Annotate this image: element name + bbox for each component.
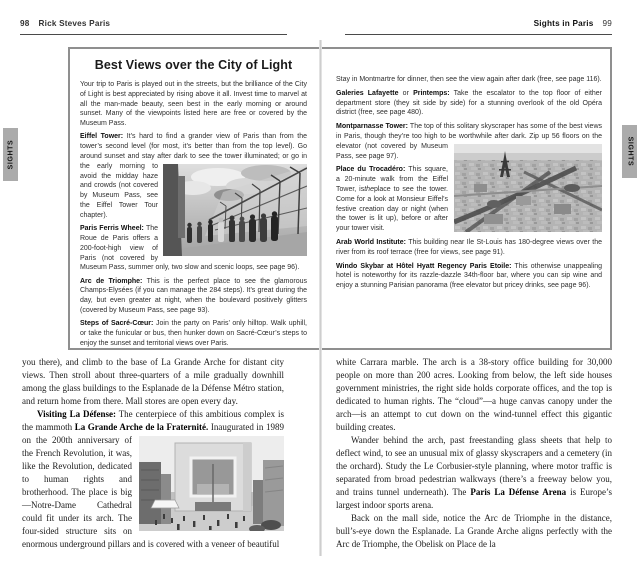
entry-label: Place du Trocadéro: (336, 166, 406, 174)
left-page-number: 98 (20, 19, 30, 28)
body-text: Wander behind the arch, past freestanding glass sheets that help to deflect wind, to see an unusual mix of glassy skyscrapers and a cemetery (in the orchard). Study the Le Corbusier-style planning, where motor traffic is separated from broad pedestrian walkways (there’s a freeway below you, and trains tunnel underneath). The (336, 435, 612, 497)
entry-label: Paris Ferris Wheel: (80, 225, 144, 233)
entry-text: This otherwise unappealing hotel is noteworthy for its razzle-dazzle 34th-floor bar, where you can sip wine and enjoy a stunning Parisian panorama (free elevator but pricey drinks, see page 96). (336, 262, 602, 290)
entry-text: This square, a 20-minute walk from the Eiffel Tower, is (336, 166, 448, 193)
entry-montparnasse-tower (336, 122, 602, 161)
sidebar-continuation-paragraph: Stay in Montmartre for dinner, then see the view again after dark (free, see page 116). (336, 76, 602, 83)
sidebar-left-column (80, 54, 307, 352)
entry-windo-skybar (336, 262, 602, 291)
left-page-header (20, 19, 287, 35)
page-gutter (319, 40, 322, 556)
entry-label: Eiffel Tower: (80, 133, 124, 141)
entry-arab-world-institute (336, 238, 602, 258)
entry-text: It’s hard to find a grander view of Paris than from the tower’s second level (for most, it’s better than from the top level). Go around sunset and stay after dark to see the tower illuminated; (80, 133, 308, 161)
sights-tab-right-label: SIGHTS (626, 136, 634, 167)
body-text: Inaugurated in 1989 on the 200th anniversary of the French Revolution, it was, like the Revolution, dedicated to human rights and brotherhood. The place is big—Notre-Dame Cathedral could fit under its arch. The four-sided structure sits on enormous underground pillars and is covered with a veneer of beautiful (22, 422, 285, 549)
body-paragraph: you there), and climb to the base of La Grande Arche for distant city views. Then stroll about three-quarters of a mile gradually downhill among the glass buildings to the Esplanade de la Défense Métro station, and return home from there. Mall stores are open every day. (22, 357, 284, 406)
body-text-right-column (336, 356, 612, 551)
entry-text: or go in the early morning to avoid the midday haze and crowds (not covered by Museum Pass, see the Eiffel Tower Tour chapter). (80, 153, 307, 219)
entry-text: The Roue de Paris offers a 200-foot-high view of Paris (not covered by Museum Pass, summer only, two slow and scenic loops, see page 96). (80, 225, 300, 272)
entry-text: place to see the tower. Come for a look at Monsieur Eiffel’s festive creation day or night (when the tower is lit up), before or after your tower visit. (336, 185, 449, 233)
entry-label: Galeries Lafayette (336, 89, 399, 97)
paris-panorama-photo (454, 144, 602, 232)
body-paragraph-visiting-la-defense (22, 408, 284, 551)
entry-label: Printemps: (413, 89, 450, 97)
sidebar-intro-paragraph: Your trip to Paris is played out in the streets, but the brilliance of the City of Light is best appreciated by rising above it all. Invest time to marvel at all the man-made beauty, seen best in the early morning or around sunset. Many of the viewpoints listed here are free or covered by the Museum Pass. (80, 81, 307, 128)
entry-steps-of-sacre-coeur (80, 319, 307, 348)
entry-text: by Museum Pass, see page 97). (336, 142, 448, 160)
entry-text: This building near Ile St-Louis has 180-degree views over the river from its roof terrace (free for views, see page 91). (336, 238, 603, 256)
body-bold: Paris La Défense Arena (470, 487, 567, 497)
body-bold: La Grande Arche de la Fraternité. (74, 422, 209, 432)
entry-label: Arc de Triomphe: (80, 277, 143, 285)
entry-text: This is the perfect place to see the glamorous Champs-Elysées (if you can manage the 284 steps). It’s great during the day, but even greater at night, when the boulevard positively glitters (covered by Museum Pass, see page 93). (80, 277, 307, 315)
sights-tab-left (3, 128, 18, 181)
body-paragraph: Back on the mall side, notice the Arc de Triomphe in the distance, bull’s-eye down the Esplanade. La Grande Arche aligns perfectly with the Arc de Triomphe, the Obelisk on Place de la (336, 513, 612, 549)
entry-text: Take the escalator to the top floor of either department store (they sit side by side) for a stunning overlook of the old Opéra district (free, see page 480). (336, 89, 603, 117)
entry-text-italic: the (364, 185, 374, 193)
body-text: The centerpiece of this ambitious complex is the mammoth (22, 409, 284, 432)
sights-tab-left-label: SIGHTS (7, 139, 15, 170)
right-page-number: 99 (602, 19, 612, 28)
entry-eiffel-tower (80, 132, 307, 220)
entry-galeries-lafayette-printemps (336, 89, 602, 118)
best-views-sidebar-box (68, 47, 612, 350)
entry-arc-de-triomphe (80, 277, 307, 316)
eiffel-deck-photo (163, 164, 307, 256)
entry-text: The top of this solitary skyscraper has some of the best views in Paris, though they’re too high to be worthwhile after dark. Zip up 56 floors on the elevator (not covered (336, 123, 603, 150)
la-grande-arche-photo (139, 436, 284, 531)
body-paragraph: white Carrara marble. The arch is a 38-story office building for 30,000 people on more than 200 acres. Looking from below, the left side houses government ministries, the right side holds corporate offices, and the top is dedicated to human rights. The “cloud”—a huge canvas canopy under the arch—is an attempt to cut down on the wind-tunnel effect this gigantic building creates. (336, 357, 612, 432)
left-page-title: Rick Steves Paris (38, 19, 111, 28)
entry-label: Montparnasse Tower: (336, 123, 408, 131)
right-page-header (345, 19, 612, 35)
entry-label: Windo Skybar at Hôtel Hyatt Regency Paris Etoile: (336, 262, 512, 270)
body-paragraph (336, 434, 612, 512)
body-text-left-column (22, 356, 284, 551)
sidebar-right-column (336, 75, 602, 295)
entry-label: Arab World Institute: (336, 238, 406, 246)
body-text: is Europe’s largest indoor sports arena. (336, 487, 613, 510)
entry-label: Steps of Sacré-Cœur: (80, 320, 154, 328)
body-label: Visiting La Défense: (37, 409, 116, 419)
right-page-title: Sights in Paris (533, 19, 594, 28)
entry-text: Join the party on Paris’ only hilltop. Walk uphill, or take the funicular or bus, then hunker down on Sacré-Cœur’s steps to enjoy the sunset and territorial views over Paris. (80, 320, 307, 347)
sidebar-title: Best Views over the City of Light (94, 58, 293, 72)
entry-text: or (402, 89, 409, 97)
sights-tab-right (622, 125, 637, 178)
